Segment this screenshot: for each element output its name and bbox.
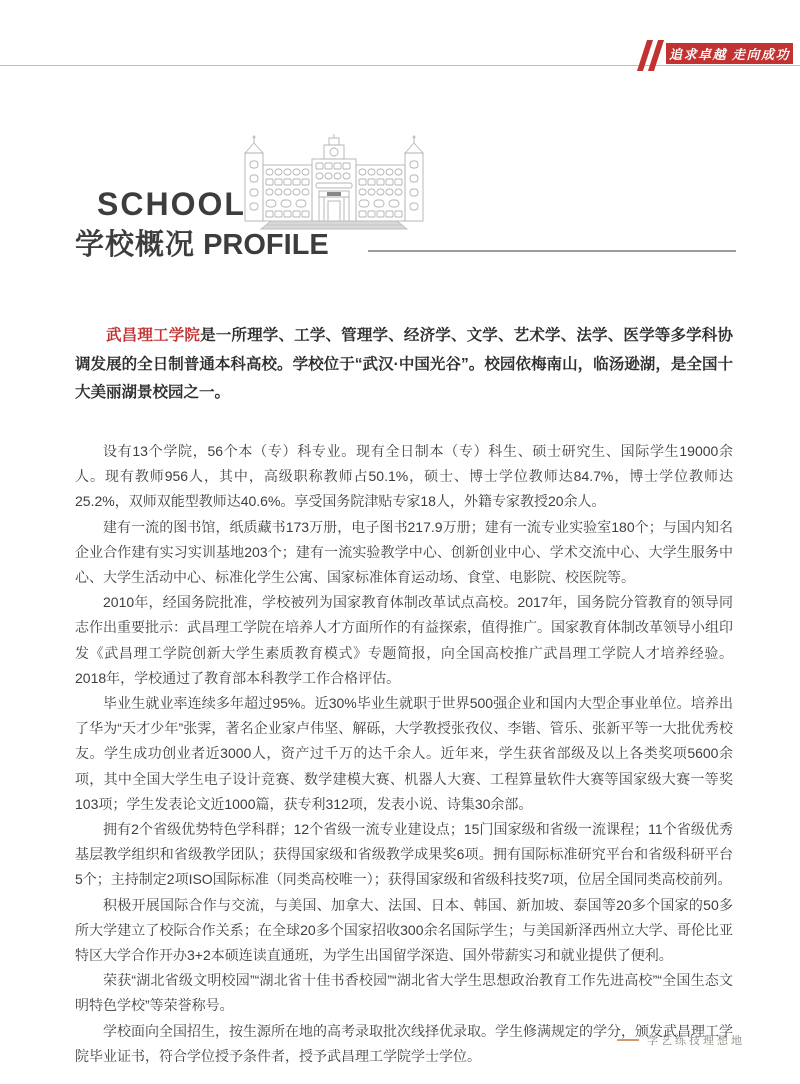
- slogan-text: 追求卓越 走向成功: [668, 47, 791, 62]
- intro-text: 是一所理学、工学、管理学、经济学、文学、艺术学、法学、医学等多学科协调发展的全日制普通本科高校。学校位于“武汉·中国光谷”。校园依梅南山，临汤逊湖，是全国十大美丽湖景校园之一。: [75, 327, 733, 401]
- page-title-cn: [75, 222, 329, 263]
- footer-motto-text: 学艺练技理想地: [647, 1035, 745, 1047]
- paragraph-graduates: 毕业生就业率连续多年超过95%。近30%毕业生就职于世界500强企业和国内大型企事业单位。培养出了华为“天才少年”张霁，著名企业家卢伟坚、解砾，大学教授张孜仪、李锴、管乐、张新平等一大批优秀校友。学生成功创业者近3000人，资产过千万的达千余人。近年来，学生获省部级及以上各类奖项5600余项，其中全国大学生电子设计竞赛、数学建模大赛、机器人大赛、工程算量软件大赛等国家级大赛一等奖103项；学生发表论文近1000篇，获专利312项，发表小说、诗集30余部。: [75, 695, 733, 812]
- page-title-en2-text: PROFILE: [203, 229, 329, 261]
- slogan-banner: [666, 43, 793, 64]
- paragraph-honors: 荣获“湖北省级文明校园”“湖北省十佳书香校园”“湖北省大学生思想政治教育工作先进高校”“全国生态文明特色学校”等荣誉称号。: [75, 972, 733, 1014]
- building-illustration-icon: [243, 133, 425, 232]
- page-title-en: SCHOOL: [97, 186, 246, 222]
- header-rule-line: [0, 65, 800, 66]
- paragraph-international: 积极开展国际合作与交流，与美国、加拿大、法国、日本、韩国、新加坡、泰国等20多个国家的50多所大学建立了校际合作关系；在全球20多个国家招收300余名国际学生；与美国新泽西州立大学、哥伦比亚特区大学合作开办3+2本硕连读直通班，为学生出国留学深造、国外带薪实习和就业提供了便利。: [75, 896, 733, 964]
- paragraph-disciplines: 拥有2个省级优势特色学科群；12个省级一流专业建设点；15门国家级和省级一流课程；11个省级优秀基层教学组织和省级教学团队；获得国家级和省级教学成果奖6项。拥有国际标准研究平台和省级科研平台5个；主持制定2项ISO国际标准（同类高校唯一）；获得国家级和省级科技奖7项，位居全国同类高校前列。: [75, 821, 733, 888]
- paragraph-faculty: 设有13个学院，56个本（专）科专业。现有全日制本（专）科生、硕士研究生、国际学生19000余人。现有教师956人，其中，高级职称教师占50.1%，硕士、博士学位教师达84.7%，博士学位教师达25.2%，双师双能型教师达40.6%。享受国务院津贴专家18人，外籍专家教授20余人。: [75, 443, 733, 510]
- school-name-highlight: 武昌理工学院: [106, 327, 201, 344]
- title-rule-line: [368, 250, 736, 252]
- paragraph-admission: 学校面向全国招生，按生源所在地的高考录取批次线择优录取。学生修满规定的学分，颁发武昌理工学院毕业证书，符合学位授予条件者，授予武昌理工学院学士学位。: [75, 1022, 733, 1064]
- paragraph-facilities: 建有一流的图书馆，纸质藏书173万册，电子图书217.9万册；建有一流专业实验室180个；与国内知名企业合作建有实习实训基地203个；建有一流实验教学中心、创新创业中心、学术交流中心、大学生服务中心、大学生活动中心、标准化学生公寓、国家标准体育运动场、食堂、电影院、校医院等。: [75, 518, 733, 586]
- page-title-cn-text: 学校概况: [75, 229, 196, 261]
- footer-motto: [617, 1032, 745, 1048]
- dash-icon: [617, 1039, 639, 1041]
- body-text: [75, 439, 733, 1069]
- intro-paragraph: [75, 322, 733, 408]
- paragraph-reform: 2010年，经国务院批准，学校被列为国家教育体制改革试点高校。2017年，国务院分管教育的领导同志作出重要批示：武昌理工学院在培养人才方面所作的有益探索，值得推广。国家教育体制改革领导小组印发《武昌理工学院创新大学生素质教育模式》专题简报，向全国高校推广武昌理工学院人才培养经验。2018年，学校通过了教育部本科教学工作合格评估。: [75, 594, 733, 686]
